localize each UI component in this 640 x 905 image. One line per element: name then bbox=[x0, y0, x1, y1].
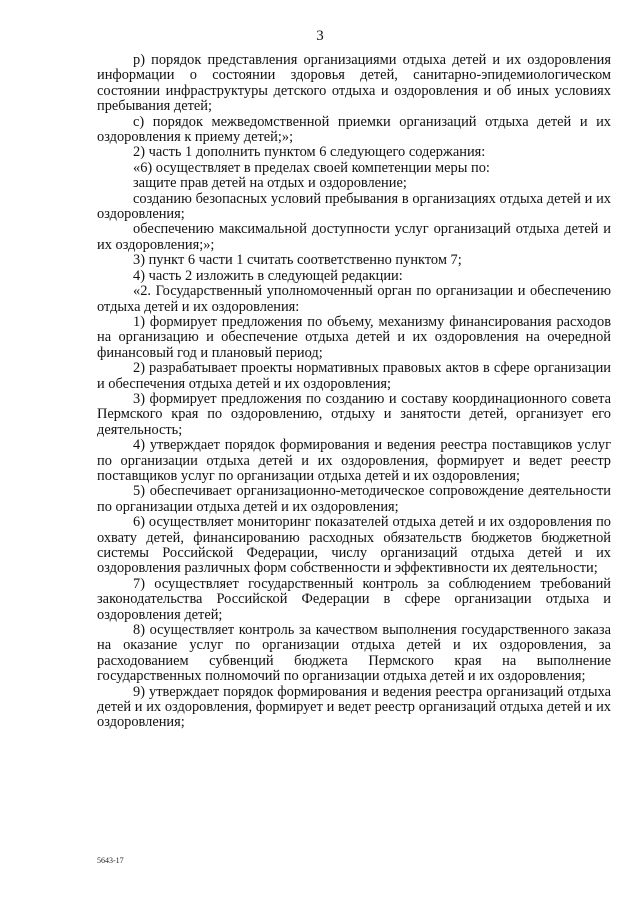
paragraph: 4) утверждает порядок формирования и ведения реестра поставщиков услуг по организации отдыха детей и их оздоровления, формирует и ведет реестр поставщиков услуг по организации отдыха детей и их оздоровления; bbox=[97, 437, 611, 484]
paragraph: 2) часть 1 дополнить пунктом 6 следующего содержания: bbox=[133, 144, 486, 161]
paragraph: 4) часть 2 изложить в следующей редакции: bbox=[133, 267, 403, 284]
document-code: 5643-17 bbox=[97, 856, 124, 865]
paragraph: созданию безопасных условий пребывания в организациях отдыха детей и их оздоровления; bbox=[97, 190, 611, 223]
document-body bbox=[97, 53, 611, 731]
paragraph: с) порядок межведомственной приемки организаций отдыха детей и их оздоровления к приему детей;»; bbox=[97, 113, 611, 146]
paragraph: 5) обеспечивает организационно-методическое сопровождение деятельности по организации отдыха детей и их оздоровления; bbox=[97, 483, 611, 515]
paragraph: 7) осуществляет государственный контроль за соблюдением требований законодательства Российской Федерации в сфере организации отдыха и оздоровления детей; bbox=[97, 575, 611, 623]
paragraph: защите прав детей на отдых и оздоровление; bbox=[133, 175, 407, 192]
paragraph: 3) пункт 6 части 1 считать соответственно пунктом 7; bbox=[133, 252, 462, 269]
paragraph: «6) осуществляет в пределах своей компетенции меры по: bbox=[133, 159, 490, 176]
paragraph: обеспечению максимальной доступности услуг организаций отдыха детей и их оздоровления;»; bbox=[97, 221, 611, 253]
paragraph: 3) формирует предложения по созданию и составу координационного совета Пермского края по оздоровлению, отдыху и занятости детей, организует его деятельность; bbox=[97, 390, 611, 438]
paragraph: 9) утверждает порядок формирования и ведения реестра организаций отдыха детей и их оздоровления, формирует и ведет реестр организаций отдыха детей и их оздоровления; bbox=[97, 683, 611, 731]
paragraph: 6) осуществляет мониторинг показателей отдыха детей и их оздоровления по охвату детей, финансированию расходных обязательств бюджетов бюджетной системы Российской Федерации, числу организаций отдыха детей и их оздоровления различных форм собственности и эффективности их деятельности; bbox=[97, 514, 611, 577]
paragraph: р) порядок представления организациями отдыха детей и их оздоровления информации о состоянии здоровья детей, санитарно-эпидемиологическом состоянии инфраструктуры детского отдыха и оздоровления и об иных условиях пребывания детей; bbox=[97, 52, 611, 115]
paragraph: «2. Государственный уполномоченный орган по организации и обеспечению отдыха детей и их оздоровления: bbox=[97, 283, 611, 315]
paragraph: 1) формирует предложения по объему, механизму финансирования расходов на организацию и обеспечение отдыха детей и их оздоровления на очередной финансовый год и плановый период; bbox=[97, 313, 611, 361]
paragraph: 2) разрабатывает проекты нормативных правовых актов в сфере организации и обеспечения отдыха детей и их оздоровления; bbox=[97, 360, 611, 392]
paragraph: 8) осуществляет контроль за качеством выполнения государственного заказа на оказание услуг по организации отдыха детей и их оздоровления, за расходованием субвенций бюджета Пермского края на выполнение государственных полномочий по организации отдыха детей и их оздоровления; bbox=[97, 622, 611, 685]
page-number: 3 bbox=[316, 28, 324, 44]
